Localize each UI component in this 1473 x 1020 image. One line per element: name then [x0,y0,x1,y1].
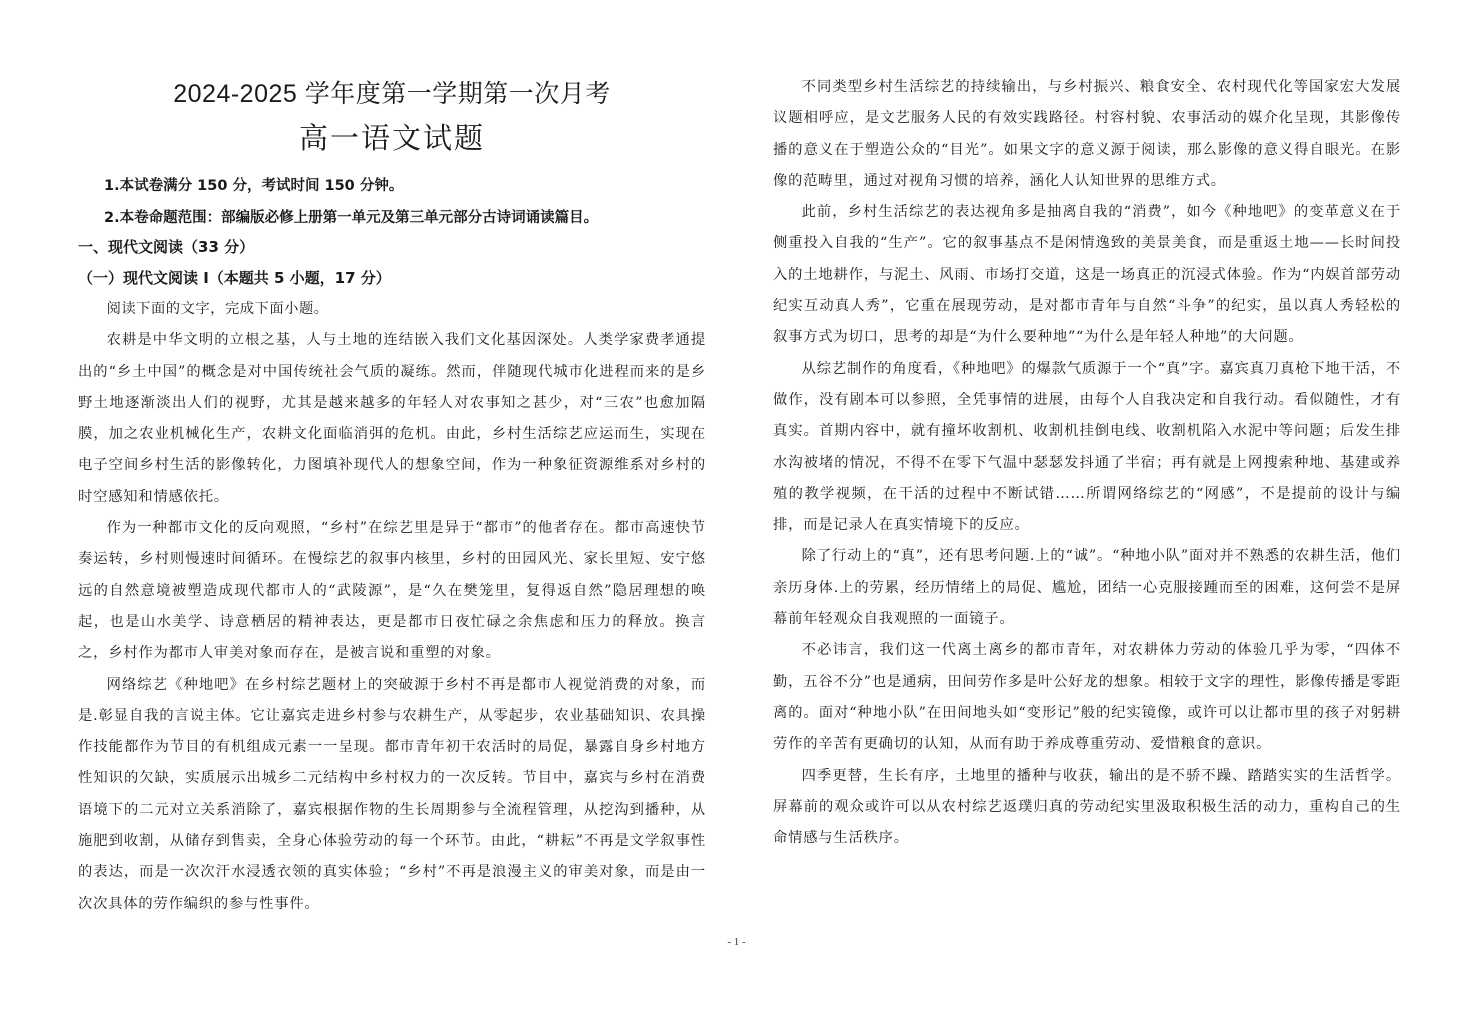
note-item: 2.本卷命题范围：部编版必修上册第一单元及第三单元部分古诗词诵读篇目。 [104,210,599,226]
reading-instruction: 阅读下面的文字，完成下面小题。 [106,301,329,317]
exam-title: 2024-2025 学年度第一学期第一次月考 [173,80,611,108]
passage-paragraph: 农耕是中华文明的立根之基，人与土地的连结嵌入我们文化基因深处。人类学家费孝通提出的“乡土中国”的概念是对中国传统社会气质的凝练。然而，伴随现代城市化进程而来的是乡野土地逐渐淡出人们的视野，尤其是越来越多的年轻人对农事知之甚少，对“三农”也愈加隔膜，加之农业机械化生产，农耕文化面临消弭的危机。由此，乡村生活综艺应运而生，实现在电子空间乡村生活的影像转化，力图填补现代人的想象空间，作为一种象征资源维系对乡村的时空感知和情感依托。 [78,332,706,505]
page-number: - 1 - [727,936,746,948]
passage-paragraph: 作为一种都市文化的反向观照，“乡村”在综艺里是异于“都市”的他者存在。都市高速快节奏运转，乡村则慢速时间循环。在慢综艺的叙事内核里，乡村的田园风光、家长里短、安宁悠远的自然意境被塑造成现代都市人的“武陵源”，是“久在樊笼里，复得返自然”隐居理想的唤起，也是山水美学、诗意栖居的精神表达，更是都市日夜忙碌之余焦虑和压力的释放。换言之，乡村作为都市人审美对象而存在，是被言说和重塑的对象。 [78,520,706,662]
note-item: 1.本试卷满分 150 分，考试时间 150 分钟。 [104,178,404,194]
reading-passage-right [773,72,1401,854]
passage-paragraph: 此前，乡村生活综艺的表达视角多是抽离自我的“消费”，如今《种地吧》的变革意义在于侧重投入自我的“生产”。它的叙事基点不是闲情逸致的美景美食，而是重返土地——长时间投入的土地耕作，与泥土、风雨、市场打交道，这是一场真正的沉浸式体验。作为“内娱首部劳动纪实互动真人秀”，它重在展现劳动，是对都市青年与自然“斗争”的纪实，虽以真人秀轻松的叙事方式为切口，思考的却是“为什么要种地”“为什么是年轻人种地”的大问题。 [773,204,1401,346]
reading-passage-left [78,294,706,920]
passage-paragraph: 四季更替，生长有序，土地里的播种与收获，输出的是不骄不躁、踏踏实实的生活哲学。屏幕前的观众或许可以从农村综艺返璞归真的劳动纪实里汲取积极生活的动力，重构自己的生命情感与生活秩序。 [773,767,1401,847]
subsection-title: （一）现代文阅读 I（本题共 5 小题，17 分） [78,269,391,287]
passage-paragraph: 不同类型乡村生活综艺的持续输出，与乡村振兴、粮食安全、农村现代化等国家宏大发展议题相呼应，是文艺服务人民的有效实践路径。村容村貌、农事活动的媒介化呈现，其影像传播的意义在于塑造公众的“目光”。如果文字的意义源于阅读，那么影像的意义得自眼光。在影像的范畴里，通过对视角习惯的培养，涵化人认知世界的思维方式。 [773,79,1401,189]
passage-paragraph: 网络综艺《种地吧》在乡村综艺题材上的突破源于乡村不再是都市人视觉消费的对象，而是.彰显自我的言说主体。它让嘉宾走进乡村参与农耕生产，从零起步，农业基础知识、农具操作技能都作为节目的有机组成元素一一呈现。都市青年初干农活时的局促，暴露自身乡村地方性知识的欠缺，实质展示出城乡二元结构中乡村权力的一次反转。节目中，嘉宾与乡村在消费语境下的二元对立关系消除了，嘉宾根据作物的生长周期参与全流程管理，从挖沟到播种，从施肥到收割，从储存到售卖，全身心体验劳动的每一个环节。由此，“耕耘”不再是文学叙事性的表达，而是一次次汗水浸透衣领的真实体验；“乡村”不再是浪漫主义的审美对象，而是由一次次具体的劳作编织的参与性事件。 [78,676,706,912]
exam-subtitle: 高一语文试题 [298,121,485,155]
passage-paragraph: 不必讳言，我们这一代离土离乡的都市青年，对农耕体力劳动的体验几乎为零，“四体不勤，五谷不分”也是通病，田间劳作多是叶公好龙的想象。相较于文字的理性，影像传播是零距离的。面对“种地小队”在田间地头如“变形记”般的纪实镜像，或许可以让都市里的孩子对躬耕劳作的辛苦有更确切的认知，从而有助于养成尊重劳动、爱惜粮食的意识。 [773,642,1401,753]
passage-paragraph: 从综艺制作的角度看，《种地吧》的爆款气质源于一个“真”字。嘉宾真刀真枪下地干活，不做作，没有剧本可以参照，全凭事情的进展，由每个人自我决定和自我行动。看似随性，才有真实。首期内容中，就有撞坏收割机、收割机挂倒电线、收割机陷入水泥中等问题；后发生排水沟被堵的情况，不得不在零下气温中瑟瑟发抖通了半宿；再有就是上网搜索种地、基建或养殖的教学视频，在干活的过程中不断试错……所谓网络综艺的“网感”，不是提前的设计与编排，而是记录人在真实情境下的反应。 [773,360,1401,534]
passage-paragraph: 除了行动上的“真”，还有思考问题.上的“诚”。“种地小队”面对并不熟悉的农耕生活，他们亲历身体.上的劳累，经历情绪上的局促、尴尬，团结一心克服接踵而至的困难，这何尝不是屏幕前年轻观众自我观照的一面镜子。 [773,548,1401,628]
exam-notes [104,170,704,234]
section-title: 一、现代文阅读（33 分） [78,238,255,256]
